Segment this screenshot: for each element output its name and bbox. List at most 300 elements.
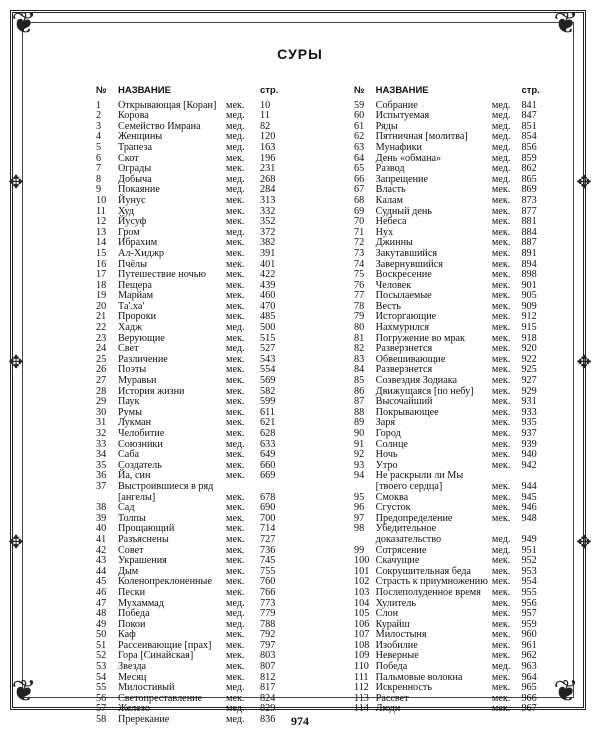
surah-number: 15 [96, 247, 107, 259]
surah-type: мек. [491, 258, 511, 270]
surah-page: 954 [521, 576, 537, 588]
surah-type: мек. [491, 629, 511, 641]
surah-number: 41 [96, 533, 107, 545]
surah-number: 8 [96, 173, 102, 185]
surah-name: Слон [375, 608, 399, 620]
surah-type: мек. [491, 375, 511, 387]
surah-name: Создатель [118, 459, 162, 471]
surah-name: Сокрушительная беда [375, 565, 471, 577]
surah-type: мек. [226, 523, 245, 535]
surah-name: Румы [118, 406, 142, 418]
surah-page: 873 [521, 194, 537, 206]
table-body-right [354, 101, 549, 715]
surah-page: 569 [260, 375, 276, 387]
surah-page: 918 [521, 332, 537, 344]
surah-name: Поэты [118, 364, 147, 376]
surah-type: мек. [226, 385, 245, 397]
surah-page: 460 [260, 290, 276, 302]
surah-number: 68 [354, 194, 365, 206]
surah-number: 29 [96, 396, 107, 408]
surah-type: мек. [491, 194, 511, 206]
surah-page: 942 [521, 459, 537, 471]
surah-page: 284 [260, 184, 276, 196]
surah-page: 869 [521, 184, 537, 196]
surah-name: Воскресение [375, 269, 432, 281]
surah-name: Город [375, 428, 401, 439]
surah-number: 99 [354, 544, 365, 556]
table-row [96, 143, 291, 154]
surah-type: мек. [491, 491, 511, 503]
surah-number: 44 [96, 565, 107, 577]
surah-name: Марйам [118, 290, 154, 302]
surah-page: 944 [521, 480, 537, 492]
surah-page: 760 [260, 576, 276, 588]
surah-number: 81 [354, 332, 365, 344]
surah-type: мед. [226, 184, 245, 196]
surah-number: 43 [96, 555, 107, 567]
table-row [354, 524, 549, 545]
surah-number: 52 [96, 650, 107, 662]
surah-name: Пророки [118, 311, 157, 323]
surah-name: Разверзнется [375, 364, 433, 376]
surah-name: Сад [118, 502, 135, 514]
surah-name: Коленопреклоненные [118, 576, 212, 588]
surah-page: 755 [260, 565, 276, 577]
surah-page: 669 [260, 470, 276, 482]
surah-name: Пререкание [118, 714, 170, 726]
surah-type: мек. [491, 512, 511, 524]
surah-number: 103 [354, 586, 370, 598]
surah-name: Созвездия Зодиака [375, 375, 458, 387]
surah-number: 106 [354, 618, 370, 630]
surah-page: 955 [521, 586, 537, 598]
surah-name: Ограды [118, 163, 152, 175]
surah-number: 87 [354, 396, 365, 408]
surah-page: 401 [260, 258, 276, 270]
surah-name: Человек [375, 279, 412, 291]
surah-type: мек. [226, 353, 245, 365]
surah-page: 582 [260, 385, 276, 397]
surah-type: мед. [491, 173, 511, 185]
surah-name: Пески [118, 586, 146, 598]
surah-type: мек. [226, 491, 245, 503]
surah-type: мек. [491, 290, 511, 302]
surah-page: 824 [260, 692, 276, 704]
surah-number: 21 [96, 311, 107, 323]
surah-name: Йунус [118, 194, 146, 206]
surah-table-right [354, 86, 549, 715]
surah-type: мек. [226, 216, 245, 228]
surah-page: 909 [521, 300, 537, 312]
header-num: № [96, 85, 107, 96]
surah-type: мед. [226, 608, 245, 620]
surah-name: День «обмана» [375, 152, 442, 164]
surah-name: Послеполуденное время [375, 586, 481, 598]
side-ornament-icon: ✥ [8, 532, 24, 552]
surah-number: 93 [354, 459, 365, 471]
surah-name: Сотрясение [375, 544, 427, 556]
surah-page: 797 [260, 639, 276, 651]
surah-name: Паук [118, 396, 140, 408]
surah-type: мек. [491, 449, 511, 461]
surah-type: мед. [226, 618, 245, 630]
surah-page: 313 [260, 194, 276, 206]
surah-page: 599 [260, 396, 276, 408]
surah-page: 231 [260, 163, 276, 175]
surah-page: 527 [260, 343, 276, 355]
surah-type: мед. [491, 99, 511, 111]
surah-name: Смоква [375, 491, 409, 503]
surah-type: мед. [491, 120, 511, 132]
surah-number: 46 [96, 586, 107, 598]
surah-type: мек. [491, 650, 511, 662]
surah-type: мед. [226, 343, 245, 355]
surah-type: мед. [226, 141, 245, 153]
surah-page: 884 [521, 226, 537, 238]
surah-type: мек. [226, 428, 245, 439]
surah-number: 37 [96, 480, 107, 492]
surah-page: 877 [521, 205, 537, 217]
surah-type: мек. [226, 269, 245, 281]
surah-page: 862 [521, 163, 537, 175]
surah-type: мед. [226, 173, 245, 185]
surah-name: Неверные [375, 650, 419, 662]
surah-name: Запрещение [375, 173, 429, 185]
surah-number: 27 [96, 375, 107, 387]
surah-type: мек. [226, 671, 245, 683]
surah-name: Покои [118, 618, 146, 630]
surah-number: 22 [96, 322, 107, 334]
surah-page: 773 [260, 597, 276, 609]
surah-type: мед. [491, 110, 511, 122]
side-ornament-icon: ✥ [576, 532, 592, 552]
surah-name: Йа, син [118, 470, 151, 482]
surah-name: Разверзнется [375, 343, 433, 355]
surah-name: Выстроившиеся в ряд [ангелы] [118, 480, 214, 503]
surah-name: Ряды [375, 120, 398, 132]
surah-type: мек. [226, 364, 245, 376]
surah-page: 935 [521, 417, 537, 429]
surah-name: Каф [118, 629, 136, 641]
surah-type: мек. [491, 480, 511, 492]
surah-type: мек. [226, 152, 245, 164]
surah-type: мек. [226, 99, 245, 111]
surah-type: мек. [226, 290, 245, 302]
page-title: СУРЫ [277, 46, 323, 62]
surah-page: 792 [260, 629, 276, 641]
surah-type: мед. [226, 131, 245, 143]
surah-type: мед. [226, 703, 245, 715]
surah-page: 422 [260, 269, 276, 281]
surah-number: 95 [354, 491, 365, 503]
surah-name: Закутавшийся [375, 247, 438, 259]
surah-number: 9 [96, 184, 102, 196]
surah-page: 939 [521, 438, 537, 450]
surah-type: мек. [226, 544, 245, 556]
surah-number: 53 [96, 661, 107, 673]
surah-name: Пещера [118, 279, 152, 291]
surah-page: 621 [260, 417, 276, 429]
table-row [96, 588, 291, 599]
surah-name: Победа [375, 661, 408, 673]
surah-number: 48 [96, 608, 107, 620]
surah-type: мек. [491, 428, 511, 439]
surah-type: мек. [226, 639, 245, 651]
surah-number: 114 [354, 703, 369, 715]
surah-page: 10 [260, 99, 271, 111]
surah-page: 957 [521, 608, 537, 620]
surah-number: 17 [96, 269, 107, 281]
surah-name: Союзники [118, 438, 163, 450]
surah-page: 485 [260, 311, 276, 323]
side-ornament-icon: ✥ [576, 172, 592, 192]
surah-name: Власть [375, 184, 406, 196]
surah-number: 83 [354, 353, 365, 365]
table-row [354, 471, 549, 492]
surah-type: мек. [226, 300, 245, 312]
surah-page: 649 [260, 449, 276, 461]
surah-type: мек. [491, 438, 511, 450]
surah-type: мек. [491, 639, 511, 651]
surah-name: Милостивый [118, 682, 175, 694]
surah-page: 851 [521, 120, 537, 132]
surah-number: 72 [354, 237, 365, 249]
surah-type: мед. [226, 682, 245, 694]
surah-number: 1 [96, 99, 102, 111]
surah-name: Открывающая [Коран] [118, 99, 217, 111]
surah-type: мек. [226, 470, 245, 482]
surah-page: 881 [521, 216, 537, 228]
surah-number: 49 [96, 618, 107, 630]
surah-number: 113 [354, 692, 369, 704]
surah-type: мек. [491, 555, 511, 567]
surah-page: 382 [260, 237, 276, 249]
surah-name: Нух [375, 226, 394, 238]
surah-number: 88 [354, 406, 365, 418]
header-name: НАЗВАНИЕ [118, 85, 171, 96]
surah-name: Утро [375, 459, 398, 471]
surah-number: 60 [354, 110, 365, 122]
surah-name: Погружение во мрак [375, 332, 466, 344]
surah-page: 714 [260, 523, 276, 535]
surah-name: Йусуф [118, 216, 147, 228]
surah-page: 700 [260, 512, 276, 524]
surah-number: 13 [96, 226, 107, 238]
surah-number: 32 [96, 428, 107, 439]
surah-type: мек. [226, 279, 245, 291]
surah-type: мек. [226, 586, 245, 598]
surah-number: 76 [354, 279, 365, 291]
surah-name: Сгусток [375, 502, 411, 514]
surah-name: Худ [118, 205, 135, 217]
surah-page: 439 [260, 279, 276, 291]
surah-name: Судный день [375, 205, 432, 217]
surah-page: 898 [521, 269, 537, 281]
surah-type: мек. [491, 692, 511, 704]
surah-number: 42 [96, 544, 107, 556]
surah-name: Убедительное доказательство [375, 523, 442, 545]
surah-number: 71 [354, 226, 365, 238]
surah-name: Верующие [118, 332, 165, 344]
surah-number: 85 [354, 375, 365, 387]
surah-number: 86 [354, 385, 365, 397]
surah-page: 963 [521, 661, 537, 673]
surah-page: 894 [521, 258, 537, 270]
surah-number: 6 [96, 152, 102, 164]
surah-number: 24 [96, 343, 107, 355]
table-body-left [96, 101, 291, 726]
surah-type: мек. [491, 322, 511, 334]
surah-name: Страсть к приумножению [375, 576, 488, 588]
surah-name: Прощающий [118, 523, 175, 535]
surah-number: 10 [96, 194, 107, 206]
surah-page: 82 [260, 120, 271, 132]
surah-name: Украшения [118, 555, 167, 567]
surah-number: 65 [354, 163, 365, 175]
surah-page: 543 [260, 353, 276, 365]
surah-page: 967 [521, 703, 537, 715]
header-num: № [354, 85, 365, 96]
surah-name: Пчёлы [118, 258, 147, 270]
surah-name: Испытуемая [375, 110, 430, 122]
surah-type: мек. [226, 565, 245, 577]
surah-type: мек. [226, 258, 245, 270]
surah-type: мек. [491, 502, 511, 514]
surah-page: 803 [260, 650, 276, 662]
surah-number: 50 [96, 629, 107, 641]
surah-number: 105 [354, 608, 370, 620]
surah-page: 966 [521, 692, 537, 704]
surah-type: мед. [491, 544, 511, 556]
surah-number: 34 [96, 449, 107, 461]
surah-name: Муравьи [118, 375, 157, 387]
surah-table-left [96, 86, 291, 726]
surah-name: Покаяние [118, 184, 160, 196]
surah-name: Солнце [375, 438, 408, 450]
surah-page: 196 [260, 152, 276, 164]
surah-name: Джинны [375, 237, 413, 249]
surah-page: 927 [521, 375, 537, 387]
surah-type: мек. [491, 671, 511, 683]
surah-type: мек. [226, 650, 245, 662]
surah-number: 75 [354, 269, 365, 281]
surah-page: 736 [260, 544, 276, 556]
surah-number: 57 [96, 703, 107, 715]
surah-number: 66 [354, 173, 365, 185]
surah-type: мек. [491, 459, 511, 471]
corner-ornament-icon: ❦ [553, 7, 579, 40]
surah-page: 817 [260, 682, 276, 694]
surah-number: 20 [96, 300, 107, 312]
surah-number: 38 [96, 502, 107, 514]
surah-page: 956 [521, 597, 537, 609]
surah-name: Небеса [375, 216, 407, 228]
surah-number: 11 [96, 205, 106, 217]
surah-page: 836 [260, 714, 276, 726]
surah-number: 33 [96, 438, 107, 450]
surah-type: мек. [491, 247, 511, 259]
surah-type: мед. [226, 120, 245, 132]
surah-number: 111 [354, 671, 369, 683]
surah-number: 96 [354, 502, 365, 514]
surah-type: мек. [226, 512, 245, 524]
surah-name: Трапеза [118, 141, 152, 153]
surah-name: Посылаемые [375, 290, 432, 302]
surah-type: мек. [491, 269, 511, 281]
surah-type: мед. [226, 438, 245, 450]
surah-page: 678 [260, 491, 276, 503]
surah-type: мек. [226, 629, 245, 641]
surah-number: 30 [96, 406, 107, 418]
surah-number: 91 [354, 438, 365, 450]
surah-name: Ночь [375, 449, 398, 461]
surah-name: Совет [118, 544, 144, 556]
header-page: стр. [521, 85, 540, 96]
surah-number: 59 [354, 99, 365, 111]
surah-number: 3 [96, 120, 102, 132]
surah-page: 859 [521, 152, 537, 164]
surah-number: 63 [354, 141, 365, 153]
surah-number: 107 [354, 629, 370, 641]
surah-page: 554 [260, 364, 276, 376]
surah-number: 70 [354, 216, 365, 228]
surah-type: мек. [226, 247, 245, 259]
surah-name: Хадж [118, 322, 143, 334]
surah-number: 109 [354, 650, 370, 662]
surah-type: мек. [491, 226, 511, 238]
surah-type: мек. [226, 406, 245, 418]
surah-name: Свет [118, 343, 139, 355]
surah-number: 79 [354, 311, 365, 323]
surah-name: Железо [118, 703, 150, 715]
surah-page: 945 [521, 491, 537, 503]
surah-number: 5 [96, 141, 102, 153]
surah-name: Пальмовые волокна [375, 671, 463, 683]
surah-name: Развод [375, 163, 405, 175]
surah-number: 78 [354, 300, 365, 312]
surah-number: 73 [354, 247, 365, 259]
surah-page: 929 [521, 385, 537, 397]
surah-type: мед. [491, 141, 511, 153]
table-row [96, 482, 291, 503]
side-ornament-icon: ✥ [576, 352, 592, 372]
surah-number: 104 [354, 597, 370, 609]
surah-page: 332 [260, 205, 276, 217]
surah-name: Хулитель [375, 597, 417, 609]
surah-name: Челобитие [118, 428, 165, 439]
surah-number: 12 [96, 216, 107, 228]
surah-page: 946 [521, 502, 537, 514]
surah-number: 82 [354, 343, 365, 355]
surah-name: Месяц [118, 671, 147, 683]
surah-page: 628 [260, 428, 276, 439]
surah-type: мек. [491, 279, 511, 291]
surah-type: мек. [226, 417, 245, 429]
surah-page: 960 [521, 629, 537, 641]
surah-page: 962 [521, 650, 537, 662]
surah-type: мек. [491, 406, 511, 418]
surah-type: мед. [491, 661, 511, 673]
surah-name: Корова [118, 110, 149, 122]
surah-number: 18 [96, 279, 107, 291]
surah-type: мек. [226, 502, 245, 514]
surah-page: 841 [521, 99, 537, 111]
surah-page: 952 [521, 555, 537, 567]
surah-type: мек. [226, 332, 245, 344]
surah-number: 36 [96, 470, 107, 482]
surah-page: 931 [521, 396, 537, 408]
surah-name: Ал-Хиджр [118, 247, 164, 259]
